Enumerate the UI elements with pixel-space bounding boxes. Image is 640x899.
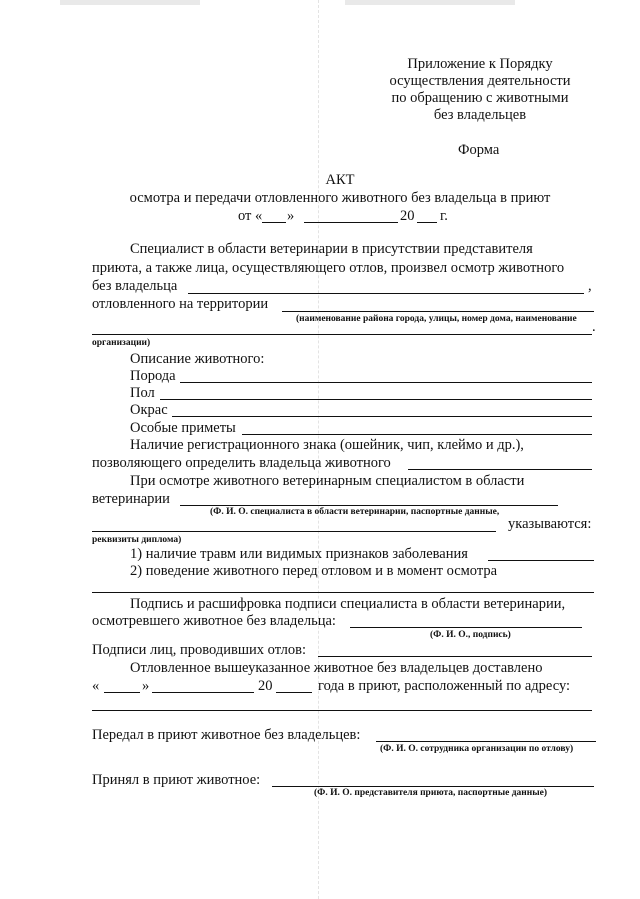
date-mid: » <box>287 208 295 224</box>
date-month-field[interactable] <box>304 222 398 223</box>
handed-field[interactable] <box>376 741 596 742</box>
color-label: Окрас <box>130 402 168 418</box>
handed-label: Передал в приют животное без владельцев: <box>92 727 361 743</box>
item-injuries: 1) наличие травм или видимых признаков заболевания <box>130 546 468 562</box>
document-title: АКТ <box>325 172 355 188</box>
color-field[interactable] <box>172 416 592 417</box>
description-label: Описание животного: <box>130 351 265 367</box>
delivered-year-field[interactable] <box>276 692 312 693</box>
breed-field[interactable] <box>180 382 592 383</box>
delivered-month-field[interactable] <box>152 692 254 693</box>
received-hint: (Ф. И. О. представителя приюта, паспортные данные) <box>314 788 548 798</box>
sex-label: Пол <box>130 385 155 401</box>
vet-field[interactable] <box>180 505 558 506</box>
delivered-text: Отловленное вышеуказанное животное без владельцев доставлено <box>130 660 543 676</box>
behavior-field[interactable] <box>92 592 594 593</box>
vet-signature-field[interactable] <box>350 627 582 628</box>
comma: , <box>588 278 592 294</box>
vet-hint: (Ф. И. О. специалиста в области ветеринарии, паспортные данные, <box>210 507 500 517</box>
intro-text: Специалист в области ветеринарии в присутствии представителя <box>130 241 533 257</box>
date-prefix: от « <box>238 208 263 224</box>
tag-text: позволяющего определить владельца животного <box>92 455 391 471</box>
exam-text: При осмотре животного ветеринарным специалистом в области <box>130 473 525 489</box>
date-year-field[interactable] <box>417 222 437 223</box>
delivered-year: 20 <box>258 678 273 694</box>
exam-text: ветеринарии <box>92 491 170 507</box>
sig-text: Подпись и расшифровка подписи специалиста в области ветеринарии, <box>130 596 566 612</box>
shelter-address-field[interactable] <box>92 710 592 711</box>
territory-field[interactable] <box>282 311 594 312</box>
vet-field-cont[interactable] <box>92 531 496 532</box>
delivered-q-close: » <box>142 678 150 694</box>
delivered-text: года в приют, расположенный по адресу: <box>318 678 571 694</box>
form-label: Форма <box>458 142 500 158</box>
header-line: без владельцев <box>433 107 527 123</box>
date-day-field[interactable] <box>262 222 286 223</box>
catchers-field[interactable] <box>318 656 592 657</box>
received-field[interactable] <box>272 786 594 787</box>
scan-artifact <box>60 0 200 5</box>
sex-field[interactable] <box>160 399 592 400</box>
tag-text: Наличие регистрационного знака (ошейник, чип, клеймо и др.), <box>130 437 524 453</box>
animal-owner-field[interactable] <box>188 293 584 294</box>
vet-hint-cont: реквизиты диплома) <box>92 535 182 545</box>
marks-label: Особые приметы <box>130 420 236 436</box>
territory-field-cont[interactable] <box>92 334 592 335</box>
item-behavior: 2) поведение животного перед отловом и в момент осмотра <box>130 563 498 579</box>
territory-label: отловленного на территории <box>92 296 269 312</box>
date-year: 20 <box>400 208 415 224</box>
delivered-q-open: « <box>92 678 100 694</box>
delivered-day-field[interactable] <box>104 692 140 693</box>
date-suffix: г. <box>440 208 448 224</box>
marks-field[interactable] <box>242 434 592 435</box>
header-line: по обращению с животными <box>391 90 569 106</box>
injuries-field[interactable] <box>488 560 594 561</box>
sig-text: осмотревшего животное без владельца: <box>92 613 336 629</box>
intro-text: приюта, а также лица, осуществляющего отлов, произвел осмотр животного <box>92 260 565 276</box>
header-line: осуществления деятельности <box>389 73 571 89</box>
tag-field[interactable] <box>408 469 592 470</box>
scan-artifact <box>345 0 515 5</box>
sig-hint: (Ф. И. О., подпись) <box>430 630 511 640</box>
breed-label: Порода <box>130 368 176 384</box>
header-line: Приложение к Порядку <box>407 56 553 72</box>
document-subtitle: осмотра и передачи отловленного животного без владельца в приют <box>129 190 551 206</box>
territory-hint: (наименование района города, улицы, номер дома, наименование <box>296 314 577 324</box>
received-label: Принял в приют животное: <box>92 772 261 788</box>
handed-hint: (Ф. И. О. сотрудника организации по отлову) <box>380 744 574 754</box>
catchers-label: Подписи лиц, проводивших отлов: <box>92 642 307 658</box>
intro-text: без владельца <box>92 278 178 294</box>
period: . <box>592 319 596 335</box>
territory-hint-cont: организации) <box>92 338 151 348</box>
indicated-text: указываются: <box>508 516 592 532</box>
